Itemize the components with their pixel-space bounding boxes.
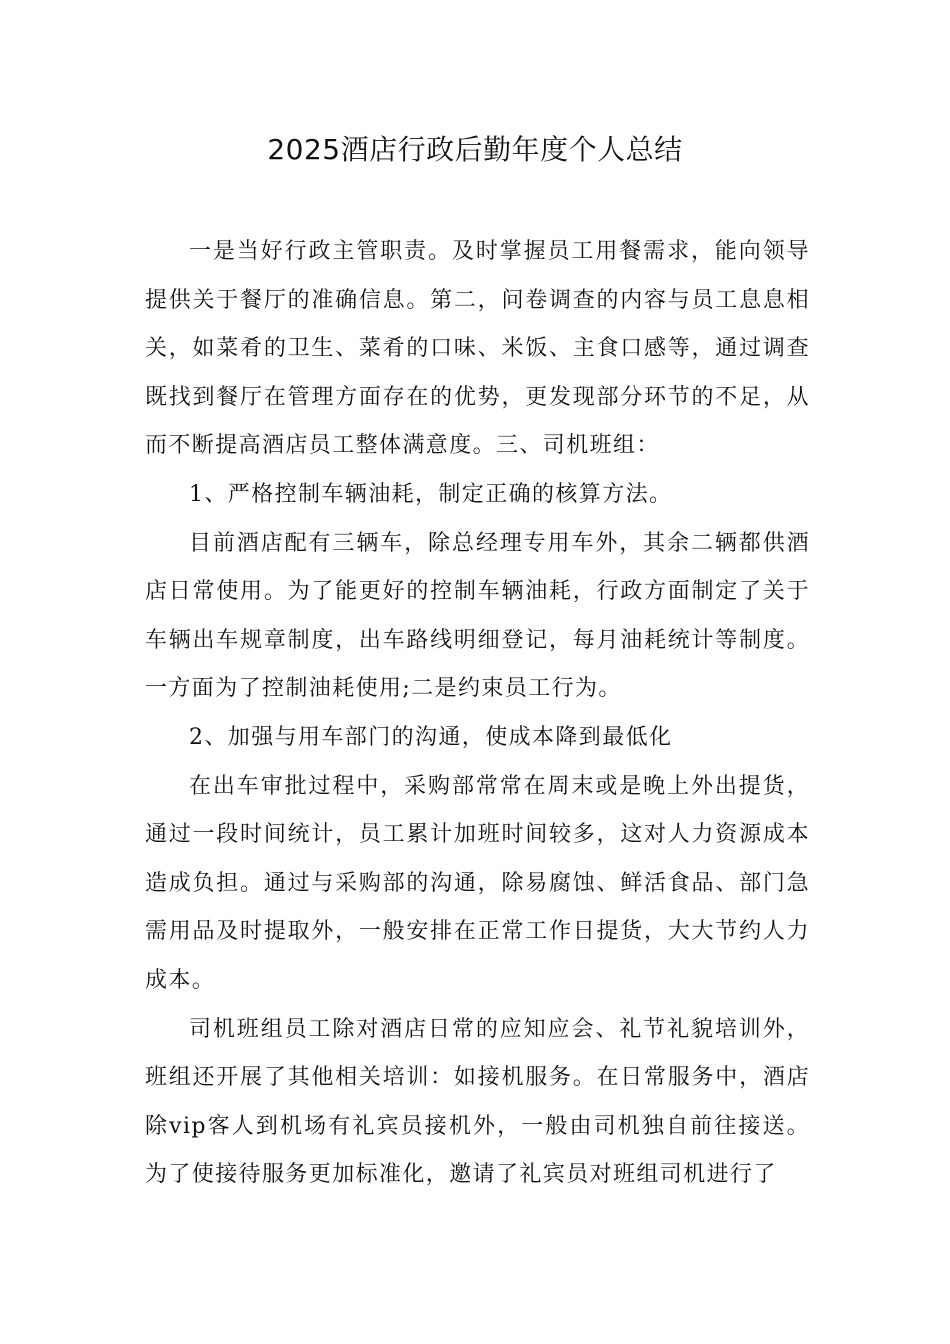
document-body — [145, 228, 810, 1200]
document-title: 2025酒店行政后勤年度个人总结 — [267, 133, 683, 166]
paragraph-vehicle-rules: 目前酒店配有三辆车，除总经理专用车外，其余二辆都供酒店日常使用。为了能更好的控制车辆油耗，行政方面制定了关于车辆出车规章制度，出车路线明细登记，每月油耗统计等制度。一方面为了控制油耗使用;二是约束员工行为。 — [145, 530, 810, 702]
paragraph-admin-duties: 一是当好行政主管职责。及时掌握员工用餐需求，能向领导提供关于餐厅的准确信息。第二，问卷调查的内容与员工息息相关，如菜肴的卫生、菜肴的口味、米饭、主食口感等，通过调查既找到餐厅在管理方面存在的优势，更发现部分环节的不足，从而不断提高酒店员工整体满意度。三、司机班组： — [145, 239, 810, 459]
paragraph-driver-training: 司机班组员工除对酒店日常的应知应会、礼节礼貌培训外，班组还开展了其他相关培训：如接机服务。在日常服务中，酒店除vip客人到机场有礼宾员接机外，一般由司机独自前往接送。为了使接待服务更加标准化，邀请了礼宾员对班组司机进行了 — [145, 1016, 810, 1188]
paragraph-procurement-trips: 在出车审批过程中，采购部常常在周末或是晚上外出提货，通过一段时间统计，员工累计加班时间较多，这对人力资源成本造成负担。通过与采购部的沟通，除易腐蚀、鲜活食品、部门急需用品及时提取外，一般安排在正常工作日提货，大大节约人力成本。 — [145, 773, 810, 993]
paragraph-communication-heading: 2、加强与用车部门的沟通，使成本降到最低化 — [189, 724, 673, 750]
paragraph-fuel-control-heading: 1、严格控制车辆油耗，制定正确的核算方法。 — [189, 481, 673, 507]
